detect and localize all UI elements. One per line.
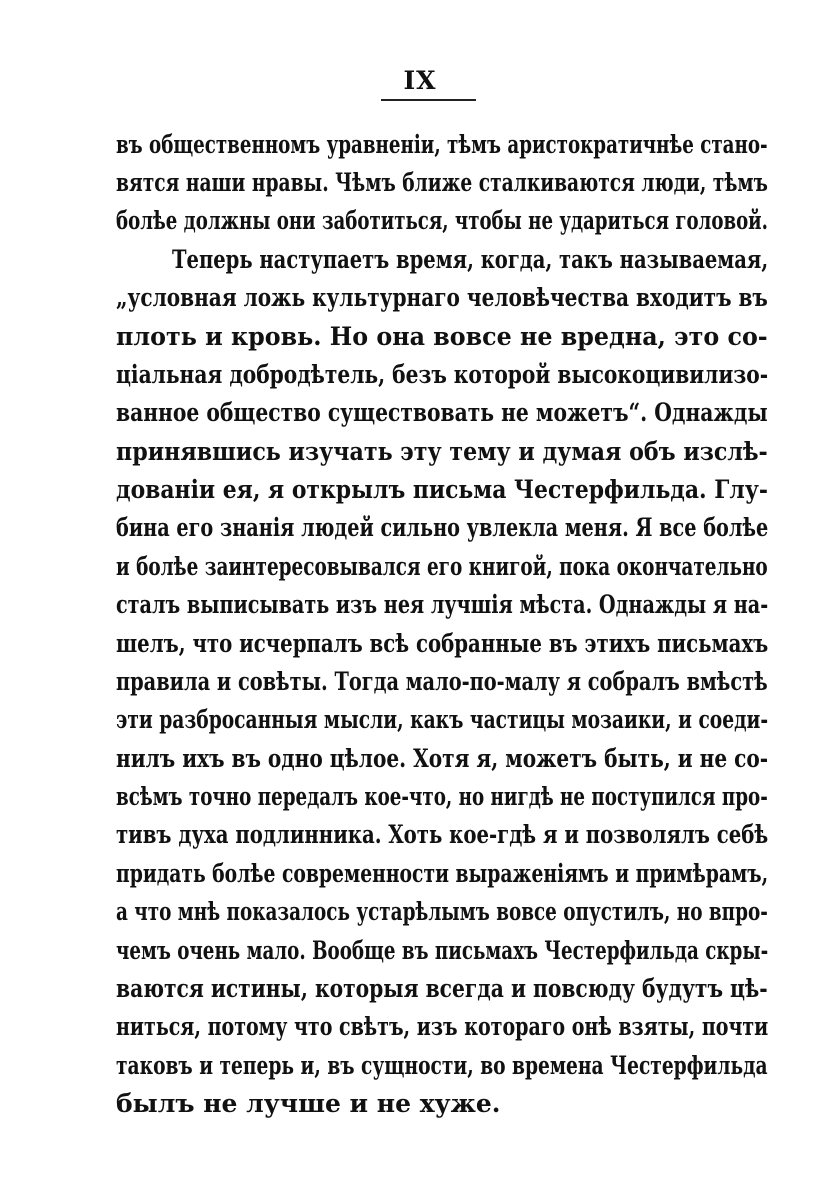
text-line: сталъ выписывать изъ нея лучшія мѣста. Однажды я на-: [116, 590, 769, 619]
text-line: всѣмъ точно передалъ кое-что, но нигдѣ не поступился про-: [116, 782, 768, 811]
text-line: Теперь наступаетъ время, когда, такъ называемая,: [172, 245, 769, 274]
text-line: ванное общество существовать не можетъ“. Однажды: [116, 398, 768, 427]
header-rule: [381, 99, 476, 101]
text-line: эти разбросанныя мысли, какъ частицы мозаики, и соеди-: [116, 705, 769, 734]
text-line: таковъ и теперь и, въ сущности, во времена Честерфильда: [116, 1051, 768, 1080]
text-line: шелъ, что исчерпалъ всѣ собранные въ этихъ письмахъ: [116, 629, 769, 658]
text-line: дованіи ея, я открылъ письма Честерфильда. Глу-: [116, 475, 768, 504]
text-line: плоть и кровь. Но она вовсе не вредна, это со-: [116, 322, 768, 351]
text-line: ниться, потому что свѣтъ, изъ котораго онѣ взяты, почти: [116, 1012, 769, 1041]
text-line: а что мнѣ показалось устарѣлымъ вовсе опустилъ, но впро-: [116, 897, 768, 926]
text-line: чемъ очень мало. Вообще въ письмахъ Честерфильда скры-: [116, 936, 769, 965]
page-number: IX: [403, 66, 437, 95]
text-line: ваются истины, которыя всегда и повсюду будутъ цѣ-: [116, 974, 768, 1003]
text-line: принявшись изучать эту тему и думая объ изслѣ-: [116, 437, 768, 466]
text-line: придать болѣе современности выраженіямъ и примѣрамъ,: [116, 859, 769, 888]
text-line: вятся наши нравы. Чѣмъ ближе сталкиваются люди, тѣмъ: [116, 168, 768, 197]
text-line: былъ не лучше и не хуже.: [116, 1089, 501, 1118]
text-line: болѣе должны они заботиться, чтобы не удариться головой.: [116, 206, 768, 235]
text-line: правила и совѣты. Тогда мало-по-малу я собралъ вмѣстѣ: [116, 667, 768, 696]
text-line: нилъ ихъ въ одно цѣлое. Хотя я, можетъ быть, и не со-: [116, 744, 769, 773]
text-line: „условная ложь культурнаго человѣчества входитъ въ: [116, 283, 768, 312]
text-line: бина его знанія людей сильно увлекла меня. Я все болѣе: [116, 513, 769, 542]
text-line: ціальная добродѣтель, безъ которой высокоцивилизо-: [116, 360, 769, 389]
text-line: въ общественномъ уравненіи, тѣмъ аристократичнѣе стано-: [116, 130, 768, 159]
text-line: и болѣе заинтересовывался его книгой, пока окончательно: [116, 552, 768, 581]
text-line: тивъ духа подлинника. Хоть кое-гдѣ я и позволялъ себѣ: [116, 820, 769, 849]
